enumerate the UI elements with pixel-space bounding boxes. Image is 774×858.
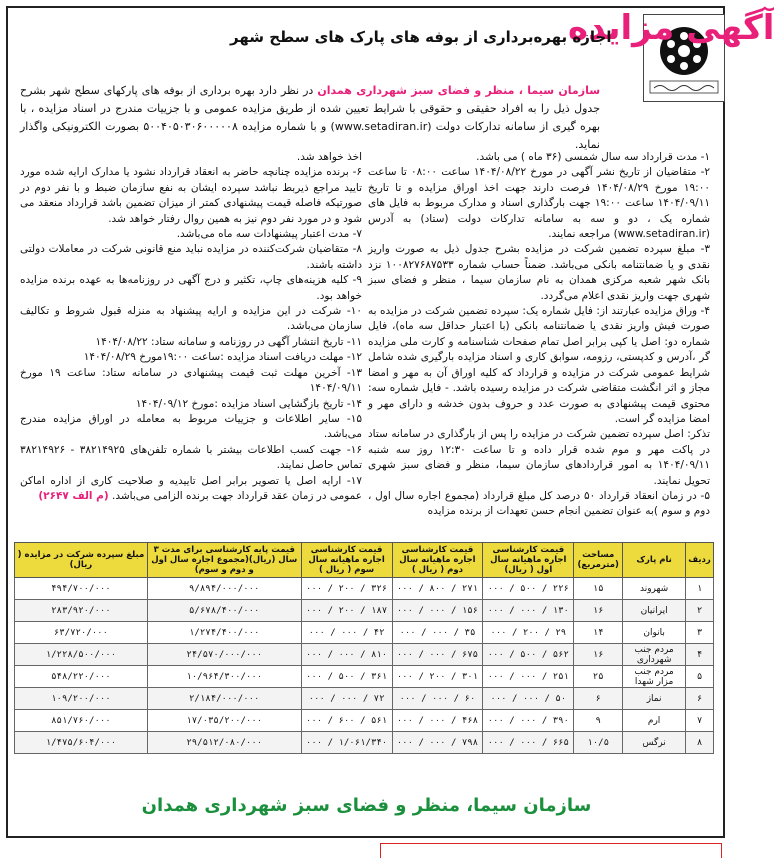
table-row	[15, 710, 714, 732]
table-cell: ۵۴۸/۲۲۰/۰۰۰	[15, 666, 148, 688]
terms-columns	[20, 150, 710, 535]
term-item: ۱۲- مهلت دریافت اسناد مزایده :ساعت ۱۹:۰۰مورخ ۱۴۰۴/۰۸/۲۹	[83, 351, 362, 364]
term-item: ۱۱- تاریخ انتشار آگهی در روزنامه و سامانه ستاد: ۱۴۰۴/۰۸/۲۲	[95, 335, 362, 348]
column-header: قیمت کارشناسی اجاره ماهیانه سال سوم ( ریال )	[301, 543, 392, 578]
table-cell: ۲۷۱ / ۸۰۰ / ۰۰۰	[392, 578, 483, 600]
table-cell: ۳۰۱ / ۲۰۰ / ۰۰۰	[392, 666, 483, 688]
term-item	[20, 474, 362, 505]
footer-organization: سازمان سیما، منظر و فضای سبز شهرداری همدان	[141, 795, 592, 816]
table-cell: ۲۹/۵۱۲/۰۸۰/۰۰۰	[147, 732, 301, 754]
table-cell: ۴۶۸ / ۰۰۰ / ۰۰۰	[392, 710, 483, 732]
parks-table	[14, 542, 714, 754]
ad-title: آگهی مزایده	[568, 8, 774, 48]
terms-right-column	[368, 150, 710, 535]
table-cell: ۱۸۷ / ۲۰۰ / ۰۰۰	[301, 600, 392, 622]
table-cell: ۳	[686, 622, 714, 644]
term-item: ۴- وراق مزایده عبارتند از: فایل شماره یک: سپرده تضمین شرکت در مزایده به صورت فیش واریز نقدی یا ضمانتنامه بانکی (با اعتبار حداقل سه ماه)، فایل شماره دو: اصل یا کپی برابر اصل تمام صفحات شناسنامه و کارت ملی مزایده گر ،آدرس و کدپستی، رزومه، سوابق کاری و اسناد مزایده بارگیری شده شامل شرایط عمومی شرکت در مزایده و قرارداد که کلیه اوراق آن به مهر و امضا مجاز و اثر انگشت متقاضی شرکت در مزایده رسیده باشد. - فایل شماره سه: محتوی قیمت پیشنهادی به صورت عدد و حروف بدون خدشه و دارای مهر و امضا مزایده گر است.	[368, 305, 710, 425]
column-header: مبلغ سپرده شرکت در مزایده ( ریال)	[15, 543, 148, 578]
table-cell: ۸۵۱/۷۶۰/۰۰۰	[15, 710, 148, 732]
term-item: ۳- مبلغ سپرده تضمین شرکت در مزایده بشرح جدول ذیل به صورت واریز نقدی و یا ضمانتنامه بانکی می‌باشد. ضمناً حساب شماره ۱۰۰۸۲۷۶۸۷۵۳۳ نزد بانک شهر شعبه مرکزی همدان به نام سازمان سیما ، منظر و فضای سبز شهری جهت واریز نقدی اعلام می‌گردد.	[368, 243, 711, 302]
table-cell: نرگس	[623, 732, 686, 754]
table-row	[15, 732, 714, 754]
term-item: ۱- مدت قرارداد سه سال شمسی (۳۶ ماه ) می باشد.	[476, 151, 710, 163]
table-header-row	[15, 543, 714, 578]
table-cell: ۶۳/۷۲۰/۰۰۰	[15, 622, 148, 644]
table-cell: ۴۹۴/۷۰۰/۰۰۰	[15, 578, 148, 600]
table-cell: ۶	[686, 688, 714, 710]
table-cell: ۵۰ / ۰۰۰ / ۰۰۰	[483, 688, 574, 710]
table-cell: ۲۴/۵۷۰/۰۰۰/۰۰۰	[147, 644, 301, 666]
ad-header	[8, 8, 774, 80]
term-item: ۱۶- جهت کسب اطلاعات بیشتر با شماره تلفن‌های ۳۸۲۱۴۹۲۵ - ۳۸۲۱۴۹۲۶ تماس حاصل نمایند.	[20, 443, 362, 472]
table-cell: ۱۴	[574, 622, 623, 644]
table-cell: ۸۱۰ / ۰۰۰ / ۰۰۰	[301, 644, 392, 666]
intro-text: در نظر دارد بهره برداری از بوفه های پارکهای سطح شهر بشرح جدول ذیل را به افراد حقیقی و حقوقی با شرایط تعیین شده از طریق مزایده عمومی و با جزییات مندرج در اسناد مزایده ، با بهره گیری از سامانه تدارکات دولت (www.setadiran.ir) و با شماره مزایده ۵۰۰۴۰۵۰۳۰۶۰۰۰۰۰۸ بصورت الکترونیکی واگذار نماید.	[20, 84, 601, 151]
ad-subtitle: اجازه بهره‌برداری از بوفه های پارک های سطح شهر	[230, 28, 612, 46]
table-cell: ۶۰ / ۰۰۰ / ۰۰۰	[392, 688, 483, 710]
term-item: ۹- کلیه هزینه‌های چاپ، تکثیر و درج آگهی در روزنامه‌ها به عهده برنده مزایده خواهد بود.	[20, 274, 362, 302]
table-cell: بانوان	[623, 622, 686, 644]
table-row	[15, 622, 714, 644]
table-row	[15, 688, 714, 710]
table-cell: ۲۲۶ / ۵۰۰ / ۰۰۰	[483, 578, 574, 600]
table-cell: ۱/۰۶۱/۳۴۰ / ۰۰۰	[301, 732, 392, 754]
table-cell: ۷۲ / ۰۰۰ / ۰۰۰	[301, 688, 392, 710]
table-cell: ۱۶	[574, 644, 623, 666]
next-ad-border	[380, 843, 722, 858]
parks-table-wrapper	[14, 542, 714, 754]
table-cell: ۲۵۱ / ۰۰۰ / ۰۰۰	[483, 666, 574, 688]
term-item: اخذ خواهد شد.	[296, 151, 362, 163]
table-body	[15, 578, 714, 754]
term-17-text: ۱۷- ارایه اصل یا تصویر برابر اصل تاییدیه و صلاحیت کاری از اداره اماکن عمومی در زمان عقد قرارداد جهت برنده الزامی می‌باشد.	[20, 474, 362, 502]
table-cell: ۱۰/۵	[574, 732, 623, 754]
table-cell: مردم جنب مزار شهدا	[623, 666, 686, 688]
table-cell: ۵۶۲ / ۵۰۰ / ۰۰۰	[483, 644, 574, 666]
table-row	[15, 644, 714, 666]
term-item: ۱۳- آخرین مهلت ثبت قیمت پیشنهادی در سامانه ستاد: ساعت ۱۹ مورخ ۱۴۰۴/۰۹/۱۱	[20, 366, 362, 395]
table-cell: ۴۲ / ۰۰۰ / ۰۰۰	[301, 622, 392, 644]
table-row	[15, 600, 714, 622]
table-cell: ۵۶۱ / ۶۰۰ / ۰۰۰	[301, 710, 392, 732]
term-item: تذکر: اصل سپرده تضمین شرکت در مزایده را پس از بارگذاری در سامانه ستاد در پاکت مهر و موم شده قرار داده و تا ساعت ۱۲:۳۰ روز سه شنبه ۱۴۰۴/۰۹/۱۱ به امور قراردادهای سازمان سیما، منظر و فضای سبز شهری تحویل نمایند.	[368, 428, 710, 487]
column-header: قیمت پایه کارشناسی برای مدت ۳ سال (ریال)(مجموع اجاره سال اول و دوم و سوم)	[147, 543, 301, 578]
table-cell: ۲۹ / ۲۰۰ / ۰۰۰	[483, 622, 574, 644]
table-cell: ۶	[574, 688, 623, 710]
table-cell: ۱/۲۲۸/۵۰۰/۰۰۰	[15, 644, 148, 666]
table-cell: ۱/۴۷۵/۶۰۴/۰۰۰	[15, 732, 148, 754]
table-cell: ۵	[686, 666, 714, 688]
table-cell: ۶۷۵ / ۰۰۰ / ۰۰۰	[392, 644, 483, 666]
table-cell: ۱۵۶ / ۰۰۰ / ۰۰۰	[392, 600, 483, 622]
ad-code: (م الف ۲۶۴۷)	[38, 489, 109, 502]
table-row	[15, 578, 714, 600]
term-item: ۱۰- شرکت در این مزایده و ارایه پیشنهاد به منزله قبول شروط و تکالیف سازمان می‌باشد.	[20, 305, 362, 333]
column-header: نام پارک	[623, 543, 686, 578]
table-cell: ۱	[686, 578, 714, 600]
table-cell: ۳۹۰ / ۰۰۰ / ۰۰۰	[483, 710, 574, 732]
organization-name: سازمان سیما ، منظر و فضای سبز شهرداری همدان	[317, 84, 601, 97]
table-cell: ۳۵ / ۰۰۰ / ۰۰۰	[392, 622, 483, 644]
table-cell: ۱۰۹/۲۰۰/۰۰۰	[15, 688, 148, 710]
table-cell: ۲۸۳/۹۲۰/۰۰۰	[15, 600, 148, 622]
table-cell: ۶۶۵ / ۰۰۰ / ۰۰۰	[483, 732, 574, 754]
table-cell: ۲۵	[574, 666, 623, 688]
table-cell: ۱۷/۰۳۵/۲۰۰/۰۰۰	[147, 710, 301, 732]
table-cell: ۷۹۸ / ۰۰۰ / ۰۰۰	[392, 732, 483, 754]
term-item: ۱۴- تاریخ بازگشایی اسناد مزایده :مورخ ۱۴۰۴/۰۹/۱۲	[135, 397, 362, 410]
table-cell: ۴	[686, 644, 714, 666]
column-header: ردیف	[686, 543, 714, 578]
intro-paragraph	[20, 82, 600, 154]
table-cell: مردم جنب شهرداری	[623, 644, 686, 666]
terms-left-column	[20, 150, 362, 535]
table-cell: ۱/۲۷۴/۴۰۰/۰۰۰	[147, 622, 301, 644]
table-cell: ۱۰/۹۶۴/۳۰۰/۰۰۰	[147, 666, 301, 688]
term-item: ۷- مدت اعتبار پیشنهادات سه ماه می‌باشد.	[176, 228, 362, 241]
table-cell: ۹	[574, 710, 623, 732]
column-header: قیمت کارشناسی اجاره ماهیانه سال دوم ( ریال )	[392, 543, 483, 578]
column-header: مساحت (مترمربع)	[574, 543, 623, 578]
table-cell: ۹/۸۹۴/۰۰۰/۰۰۰	[147, 578, 301, 600]
table-cell: ۲/۱۸۴/۰۰۰/۰۰۰	[147, 688, 301, 710]
term-item: ۱۵- سایر اطلاعات و جزییات مربوط به معامله در اوراق مزایده مندرج می‌باشد.	[20, 412, 362, 441]
table-cell: ۲	[686, 600, 714, 622]
table-cell: ۱۵	[574, 578, 623, 600]
table-cell: ۸	[686, 732, 714, 754]
table-cell: ارم	[623, 710, 686, 732]
table-cell: ۱۶	[574, 600, 623, 622]
table-cell: ۷	[686, 710, 714, 732]
table-cell: شهروند	[623, 578, 686, 600]
table-row	[15, 666, 714, 688]
term-item: ۲- متقاضیان از تاریخ نشر آگهی در مورخ ۱۴۰۴/۰۸/۲۲ ساعت ۰۸:۰۰ تا ساعت ۱۹:۰۰ مورخ ۱۴۰۴/۰۸/۲۹ فرصت دارند جهت اخذ اوراق مزایده و تا تاریخ ۱۴۰۴/۰۹/۱۱ ساعت ۱۹:۰۰ جهت بارگذاری اسناد و مدارک مربوط به فایل های شماره یک ، دو و سه به سامانه تدارکات دولت (ستاد) به آدرس (www.setadiran.ir) مراجعه نمایند.	[368, 166, 711, 241]
term-item: ۸- متقاضیان شرکت‌کننده در مزایده نباید منع قانونی شرکت در معاملات دولتی داشته باشند.	[20, 243, 362, 271]
table-cell: ایرانیان	[623, 600, 686, 622]
term-item: ۶- برنده مزایده چنانچه حاضر به انعقاد قرارداد نشود یا مدارک ارایه شده مورد تایید مراجع ذیربط نباشد سپرده ایشان به نفع سازمان ضبط و با نفر دوم در صورتیکه فاصله قیمت پیشنهادی کمتر از میزان تضمین باشد قرارداد منعقد می شود و در مورد نفر دوم نیز به همین روال رفتار خواهد شد.	[20, 166, 362, 225]
table-cell: ۵/۶۷۸/۴۰۰/۰۰۰	[147, 600, 301, 622]
table-cell: نماز	[623, 688, 686, 710]
table-cell: ۳۶۱ / ۵۰۰ / ۰۰۰	[301, 666, 392, 688]
table-cell: ۱۳۰ / ۰۰۰ / ۰۰۰	[483, 600, 574, 622]
term-item: ۵- در زمان انعقاد قرارداد ۵۰ درصد کل مبلغ قرارداد (مجموع اجاره سال اول ، دوم و سوم )به عنوان تضمین انجام حسن تعهدات از برنده مزایده	[368, 489, 710, 518]
table-cell: ۳۲۶ / ۲۰۰ / ۰۰۰	[301, 578, 392, 600]
column-header: قیمت کارشناسی اجاره ماهیانه سال اول ( ریال)	[483, 543, 574, 578]
